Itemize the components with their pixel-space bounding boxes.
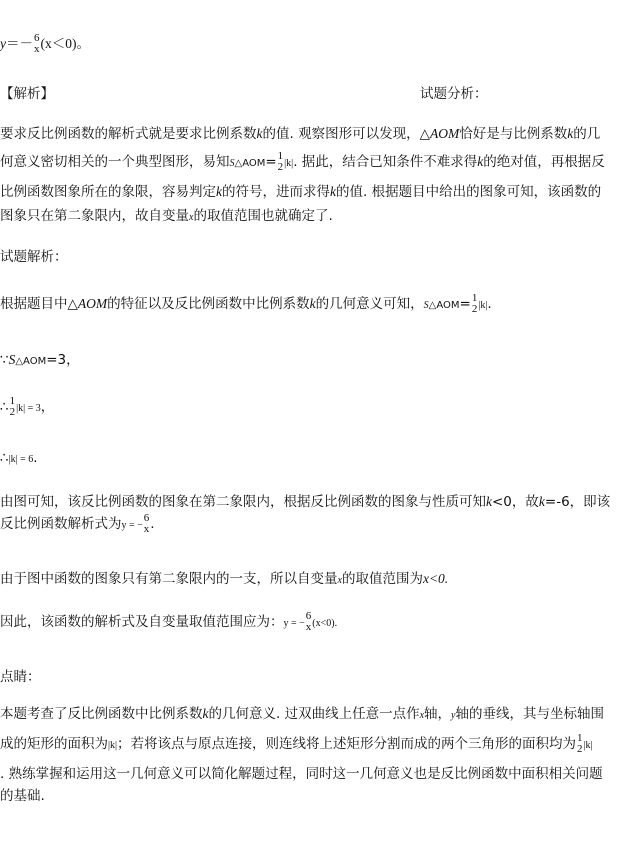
var-k: k bbox=[202, 706, 209, 721]
denominator: x bbox=[143, 523, 150, 535]
solution-line-1 bbox=[0, 292, 492, 315]
analysis-line-1 bbox=[0, 122, 600, 142]
denominator: 2 bbox=[577, 743, 583, 755]
solution-line-5 bbox=[0, 490, 610, 510]
var-s: S bbox=[423, 300, 429, 311]
denominator: 2 bbox=[277, 161, 284, 173]
var-k: k bbox=[256, 126, 263, 141]
text: 本题考查了反比例函数中比例系数 bbox=[0, 706, 203, 722]
var-s: S bbox=[8, 352, 16, 367]
text: ∵ bbox=[0, 352, 9, 368]
denominator: x bbox=[34, 43, 40, 55]
text: 要求反比例函数的解析式就是要求比例系数 bbox=[0, 126, 257, 142]
var-x: x bbox=[419, 710, 425, 721]
condition: (x＜0)。 bbox=[40, 36, 90, 51]
dianjing-heading: 点睛： bbox=[0, 669, 41, 685]
text: 轴的垂线，其与坐标轴围 bbox=[455, 706, 604, 722]
numerator: 1 bbox=[9, 395, 16, 407]
numerator: 6 bbox=[34, 32, 40, 44]
text: = bbox=[265, 154, 277, 170]
solution-line-2 bbox=[0, 348, 80, 368]
var-k: k bbox=[486, 494, 492, 509]
text: 的特征以及反比例函数中比例系数 bbox=[107, 296, 310, 312]
abs-k: |k| bbox=[284, 158, 294, 169]
text: 成的矩形的面积为 bbox=[0, 736, 108, 752]
solution-line-7 bbox=[0, 567, 448, 587]
shiti-fenxi-heading: 试题分析： bbox=[420, 86, 488, 102]
analysis-line-2 bbox=[0, 150, 605, 173]
text: 恰好是与比例系数 bbox=[459, 126, 568, 142]
var-aom: AOM bbox=[77, 296, 108, 311]
subscript: △AOM bbox=[15, 356, 47, 367]
top-formula bbox=[0, 32, 90, 55]
numerator: 1 bbox=[277, 150, 284, 162]
jiexi-heading: 【解析】 bbox=[0, 86, 54, 102]
text: 的绝对值，再根据反 bbox=[483, 154, 605, 170]
equation: y = − bbox=[121, 520, 143, 531]
solution-line-3 bbox=[0, 395, 54, 418]
fraction bbox=[34, 33, 40, 55]
text: 的基础. bbox=[0, 788, 45, 804]
fraction bbox=[278, 151, 284, 173]
text: = bbox=[459, 296, 471, 312]
equation: |k| = 6 bbox=[8, 454, 34, 465]
text: ；若将该点与原点连接，则连线将上述矩形分割而成的两个三角形的面积均为 bbox=[117, 736, 577, 752]
var-k: k bbox=[567, 126, 574, 141]
text: . bbox=[150, 516, 155, 532]
text: ∴ bbox=[0, 399, 9, 415]
text: 图象只在第二象限内，故自变量 bbox=[0, 208, 189, 224]
abs-k: |k| bbox=[583, 740, 593, 751]
eq-sign: ＝－ bbox=[6, 36, 33, 52]
var-k: k bbox=[477, 154, 484, 169]
text: 的几何意义可知， bbox=[315, 296, 424, 312]
text: . 熟练掌握和运用这一几何意义可以简化解题过程，同时这一几何意义也是反比例函数中面积相关问题 bbox=[0, 766, 603, 782]
text: 的值. 观察图形可以发现，△ bbox=[262, 126, 430, 142]
fraction bbox=[306, 611, 312, 633]
var-y: y bbox=[0, 36, 6, 51]
note-line-2 bbox=[0, 732, 593, 755]
var-aom: AOM bbox=[429, 126, 460, 141]
var-x: x bbox=[189, 212, 194, 223]
abs-k: |k| bbox=[478, 300, 488, 311]
var-y: y bbox=[451, 710, 456, 721]
analysis-line-4 bbox=[0, 204, 333, 224]
var-k: k bbox=[330, 184, 336, 199]
text: . bbox=[487, 296, 492, 312]
text: 的取值范围为 bbox=[341, 571, 423, 587]
text: 的几 bbox=[573, 126, 601, 142]
text: 的几何意义. 过双曲线上任意一点作 bbox=[208, 706, 420, 722]
numerator: 1 bbox=[471, 292, 478, 304]
text: =-6，即该 bbox=[544, 494, 611, 510]
var-s: S bbox=[229, 158, 235, 169]
note-line-1 bbox=[0, 702, 604, 722]
text: 何意义密切相关的一个典型图形，易知 bbox=[0, 154, 230, 170]
var-x: x bbox=[337, 575, 342, 586]
subscript: △AOM bbox=[234, 158, 266, 169]
inequality: x<0. bbox=[422, 571, 449, 586]
text: 由图可知，该反比例函数的图象在第二象限内，根据反比例函数的图象与性质可知 bbox=[0, 494, 486, 510]
note-line-3 bbox=[0, 762, 603, 782]
fraction bbox=[10, 396, 16, 418]
condition: (x<0). bbox=[312, 618, 338, 629]
denominator: x bbox=[305, 621, 312, 633]
var-k: k bbox=[538, 494, 545, 509]
var-k: k bbox=[216, 184, 222, 199]
text: <0，故 bbox=[492, 494, 539, 510]
text: 的值. 根据题目中给出的图象可知，该函数的 bbox=[336, 184, 602, 200]
abs-k: |k| bbox=[108, 740, 118, 751]
note-line-4 bbox=[0, 784, 45, 804]
text: 根据题目中△ bbox=[0, 296, 78, 312]
numerator: 6 bbox=[143, 512, 150, 524]
subscript: △AOM bbox=[428, 300, 460, 311]
fraction bbox=[144, 513, 150, 535]
text: 的取值范围也就确定了. bbox=[193, 208, 333, 224]
equation: |k| = 3 bbox=[16, 403, 41, 414]
text: 比例函数图象所在的象限，容易判定 bbox=[0, 184, 216, 200]
text: 的符号，进而求得 bbox=[222, 184, 330, 200]
analysis-line-3 bbox=[0, 180, 601, 200]
var-k: k bbox=[309, 296, 316, 311]
denominator: 2 bbox=[9, 406, 16, 418]
fraction bbox=[472, 293, 478, 315]
numerator: 6 bbox=[305, 610, 312, 622]
fraction bbox=[577, 733, 583, 755]
text: =3， bbox=[46, 352, 80, 368]
denominator: 2 bbox=[471, 303, 478, 315]
solution-line-8 bbox=[0, 610, 337, 633]
shiti-jiexi-heading: 试题解析： bbox=[0, 249, 68, 265]
text: ∴ bbox=[0, 450, 9, 466]
solution-line-4 bbox=[0, 450, 38, 466]
equation: y = − bbox=[283, 618, 305, 629]
text: 由于图中函数的图象只有第二象限内的一支，所以自变量 bbox=[0, 571, 338, 587]
solution-line-6 bbox=[0, 512, 155, 535]
text: 轴， bbox=[424, 706, 452, 722]
text: . bbox=[33, 450, 38, 466]
text: 因此，该函数的解析式及自变量取值范围应为： bbox=[0, 614, 284, 630]
text: ， bbox=[40, 399, 55, 415]
text: . 据此，结合已知条件不难求得 bbox=[293, 154, 478, 170]
text: 反比例函数解析式为 bbox=[0, 516, 122, 532]
numerator: 1 bbox=[577, 732, 583, 744]
